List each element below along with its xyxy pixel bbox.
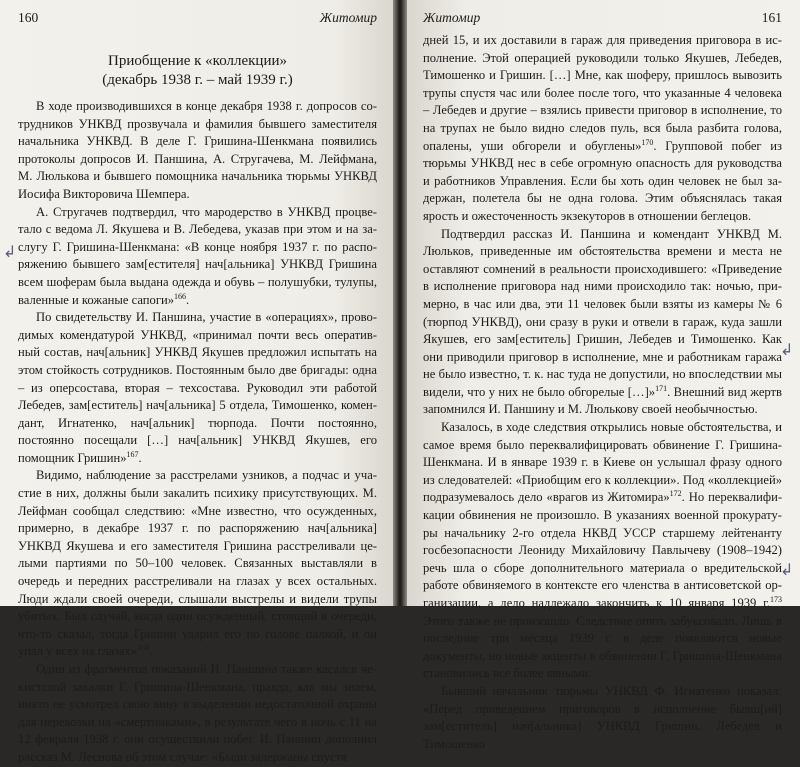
paragraph: По свидетельству И. Паншина, участие в «операциях», проводимых комендатурой УНКВД, «принимал почти весь оперативный состав, нач[альник] УНКВД Якушев предложил испытать на этом стойкость сотрудников. Постоянным было две бригады: одна – из оперсостава, вторая – техсостава. Руководил эти работой Лебедев, зам[еститель] нач[альника] 5 отдела, Тимошенко, комендант, Игнатенко, нач[альник] тюрпода. Почти постоянно, постоянно посещали […] нач[альник] УНКВД Якушев, его помощник Гришин»$^{167}$. <box>18 310 377 465</box>
running-title-right: Житомир <box>423 10 481 25</box>
footnote-ref: 171 <box>655 383 668 393</box>
footnote-ref: 172 <box>669 489 682 499</box>
left-running-head <box>18 10 377 32</box>
right-page <box>407 0 800 751</box>
paragraph: Казалось, в ходе следствия открылись новые обстоятельства, и самое время было переквалифицировать обвинение Г. Гришина-Шенкмана. И в январе 1939 г. в Киеве он услышал фразу одного из следователей: «Приобщим его к коллекции». Под «коллекцией» подразумевалось дело «врагов из Житомира»$^{172}$. Но переквалификации обвинения не произошло. В указаниях военной прокуратуры начальнику 2-го отдела НКВД УССР старшему лейтенанту госбезопасности Леониду Михайловичу Павлычеву (1908–1942) речь шла о сборе дополнительного материала о вредительской работе обвиняемого в контексте его членства в антисоветской организации, а дело надлежало закончить к 10 января 1939 г.$^{173}$ Этого также не произошло. Следствие опять забуксовало. Лишь в последние три месяца 1939 г. в деле появляются новые документы, но новые акценты в обвинении Г. Гришина-Шенкмана становились все более явными. <box>423 420 783 681</box>
paragraph: А. Стругачев подтвердил, что мародерство в УНКВД процветало с ведома Л. Якушева и В. Лебедева, указав при этом и на заслугу Г. Гришина-Шенкмана: «В конце ноября 1937 г. по распоряжению бывшего зам[естителя] нач[альника] УНКВД Гришина всем шоферам была выдана одежда и обувь – полушубки, тулупы, валенные и кожаные сапоги»$^{166}$. <box>18 204 377 307</box>
paragraph: дней 15, и их доставили в гараж для приведения приговора в исполнение. Этой операцией руководили только Якушев, Лебедев, Тимошенко и Гришин. […] Мне, как шоферу, пришлось вывозить трупы спустя час или более после того, что указанные 4 человека – Лебедев и другие – взялись привести приговор в исполнение, то на трупах не было видно следов пуль, вся была разбита голова, опалены, уши обгорели и обуглены»$^{170}$. Групповой побег из тюрьмы УНКВД нес в себе огромную опасность для руководства и работников Управления. Если бы хоть один человек не был задержан, полетела бы не одна голова. Этим объяснялась такая ярость и ожесточенность экзекуторов в отношении беглецов. <box>423 33 782 223</box>
paragraph: Один из фрагментов показаний И. Паншина также касался чекистской закалки Г. Гришина-Шенкмана, правда, как мы знаем, никто не усмотрел свою вину в выделении недостаточной охраны для перевозки на «смертниками», в результате чего в ночь с 11 на 12 февраля 1938 г. они осуществили побег. И. Паншин дополнил рассказ М. Леснова об этом случае: «Были задержаны спустя <box>18 662 377 764</box>
handwritten-margin-mark: ↲ <box>780 340 794 359</box>
footnote-ref: 170 <box>641 137 654 147</box>
footnote-ref: 167 <box>126 449 139 459</box>
footnote-ref: 168 <box>137 643 150 653</box>
running-title-left: Житомир <box>319 10 377 25</box>
section-title-line1: Приобщение к «коллекции» <box>107 53 288 69</box>
right-running-head <box>423 10 782 32</box>
handwritten-margin-mark: ↲ <box>3 242 17 261</box>
paragraph: Видимо, наблюдение за расстрелами узников, а подчас и участие в них, должны были закалить психику присутствующих. М. Лейфман сообщал следствию: «Мне известно, что осужденных, примерно, в декабре 1937 г. по распоряжению нач[альника] УНКВД Якушева и его заместителя Гришина расстреливали целыми партиями по 50–100 человек. Связанных выставляли в очередь и передних расстреливали на глазах у всех остальных. Люди ждали своей очереди, слышали выстрелы и видели трупы убитых. Был случай, когда один осужденный, стоящий в очереди, что-то сказал, тогда Гришин ударил его по голове палкой, и он упал у всех на глазах»$^{168}$. <box>18 468 377 659</box>
paragraph: Подтвердил рассказ И. Паншина и комендант УНКВД М. Люльков, приведенные им обстоятельства времени и места не оставляют сомнений в реальности происходившего: «Приведение в исполнение приговора над ними происходило так: ночью, примерно, в час или два, эти 11 человек были взяты из камеры № 6 (тюрпод УНКВД), они сразу в руки и отвели в гараж, куда зашли Якушев, его зам[еститель] Гришин, Лебедев и Тимошенко. Как они приводили приговор в исполнение, мне и работникам гаража не было известно, т. к. нас туда не допустили, но впоследствии мы видели, что у них не было обгорелые […]»$^{171}$. Внешний вид жертв запомнился И. Паншину и М. Люлькову своей необычностью. <box>423 226 782 417</box>
left-page <box>0 0 393 764</box>
section-title <box>18 52 377 90</box>
paragraph: Бывший начальник тюрьмы УНКВД Ф. Игнатенко показал: «Перед приведением приговоров в исполнение бывш[ий] зам[еститель] нач[альника] УНКВД Гришин, Лебедев и Тимошенко <box>423 683 782 751</box>
footnote-ref: 166 <box>174 291 187 301</box>
footnote-ref: 173 <box>770 594 782 604</box>
page-number-left: 160 <box>18 10 39 25</box>
book-gutter <box>393 0 407 606</box>
paragraph: В ходе производившихся в конце декабря 1938 г. допросов сотрудников УНКВД прозвучала и фамилия бывшего заместителя начальника УНКВД. В деле Г. Гришина-Шенкмана появились протоколы допросов И. Паншина, А. Стругачева, М. Лейфмана, М. Люлькова и бывшего помощника начальника тюрьмы УНКВД Иосифа Викторовича Шемпера. <box>18 99 377 201</box>
handwritten-margin-mark: ↲ <box>780 560 794 579</box>
section-title-line2: (декабрь 1938 г. – май 1939 г.) <box>102 72 293 88</box>
page-number-right: 161 <box>761 10 782 25</box>
